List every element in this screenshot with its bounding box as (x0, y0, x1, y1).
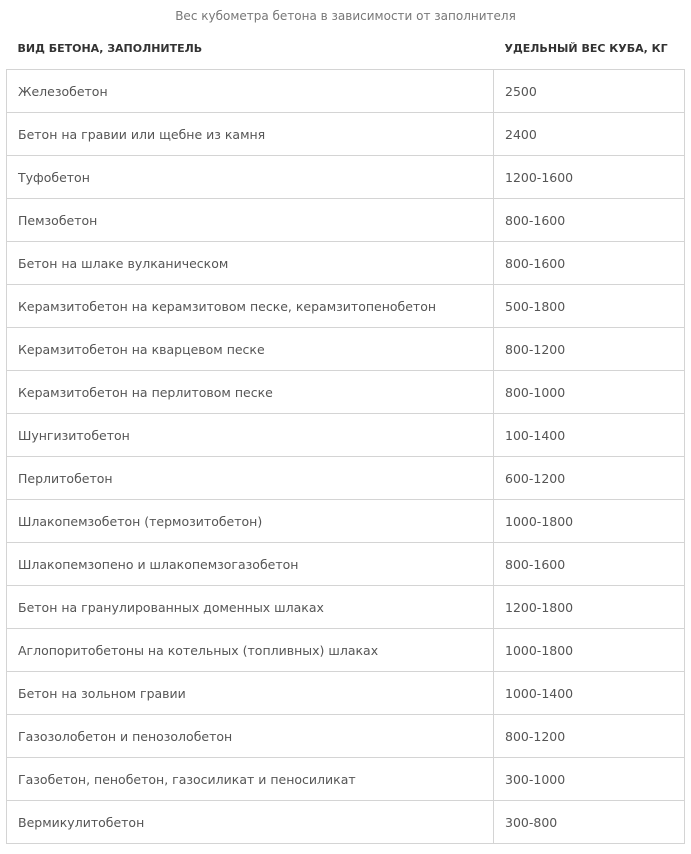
cell-unit-weight: 1200-1600 (494, 156, 685, 199)
cell-unit-weight: 2400 (494, 113, 685, 156)
table-row (7, 801, 685, 844)
cell-unit-weight: 1200-1800 (494, 586, 685, 629)
table-caption: Вес кубометра бетона в зависимости от заполнителя (175, 9, 516, 23)
cell-concrete-type: Вермикулитобетон (7, 801, 494, 844)
cell-unit-weight: 300-1000 (494, 758, 685, 801)
header-concrete-type: ВИД БЕТОНА, ЗАПОЛНИТЕЛЬ (7, 28, 494, 70)
cell-concrete-type: Бетон на гранулированных доменных шлаках (7, 586, 494, 629)
table-row (7, 586, 685, 629)
cell-unit-weight: 2500 (494, 70, 685, 113)
table-row (7, 457, 685, 500)
cell-concrete-type: Керамзитобетон на керамзитовом песке, керамзитопенобетон (7, 285, 494, 328)
cell-unit-weight: 1000-1800 (494, 500, 685, 543)
table-row (7, 371, 685, 414)
table-row (7, 285, 685, 328)
table-header-row (7, 28, 685, 70)
cell-unit-weight: 800-1200 (494, 715, 685, 758)
cell-unit-weight: 300-800 (494, 801, 685, 844)
table-row (7, 242, 685, 285)
cell-concrete-type: Бетон на шлаке вулканическом (7, 242, 494, 285)
cell-unit-weight: 800-1000 (494, 371, 685, 414)
cell-concrete-type: Туфобетон (7, 156, 494, 199)
cell-concrete-type: Аглопоритобетоны на котельных (топливных) шлаках (7, 629, 494, 672)
cell-concrete-type: Шунгизитобетон (7, 414, 494, 457)
table-row (7, 414, 685, 457)
cell-concrete-type: Шлакопемзопено и шлакопемзогазобетон (7, 543, 494, 586)
cell-unit-weight: 600-1200 (494, 457, 685, 500)
cell-unit-weight: 800-1200 (494, 328, 685, 371)
cell-concrete-type: Керамзитобетон на кварцевом песке (7, 328, 494, 371)
concrete-weight-table (6, 28, 685, 844)
cell-concrete-type: Перлитобетон (7, 457, 494, 500)
cell-unit-weight: 100-1400 (494, 414, 685, 457)
cell-concrete-type: Бетон на гравии или щебне из камня (7, 113, 494, 156)
table-row (7, 328, 685, 371)
table-row (7, 758, 685, 801)
cell-unit-weight: 800-1600 (494, 242, 685, 285)
cell-unit-weight: 800-1600 (494, 543, 685, 586)
cell-concrete-type: Газозолобетон и пенозолобетон (7, 715, 494, 758)
table-row (7, 199, 685, 242)
table-row (7, 629, 685, 672)
cell-unit-weight: 500-1800 (494, 285, 685, 328)
cell-unit-weight: 1000-1800 (494, 629, 685, 672)
table-row (7, 156, 685, 199)
table-row (7, 113, 685, 156)
cell-concrete-type: Керамзитобетон на перлитовом песке (7, 371, 494, 414)
cell-concrete-type: Железобетон (7, 70, 494, 113)
table-row (7, 70, 685, 113)
table-row (7, 500, 685, 543)
cell-unit-weight: 1000-1400 (494, 672, 685, 715)
table-row (7, 672, 685, 715)
table-body (7, 70, 685, 844)
table-row (7, 715, 685, 758)
cell-concrete-type: Бетон на зольном гравии (7, 672, 494, 715)
table-row (7, 543, 685, 586)
cell-unit-weight: 800-1600 (494, 199, 685, 242)
header-unit-weight: УДЕЛЬНЫЙ ВЕС КУБА, КГ (494, 28, 685, 70)
cell-concrete-type: Пемзобетон (7, 199, 494, 242)
cell-concrete-type: Шлакопемзобетон (термозитобетон) (7, 500, 494, 543)
cell-concrete-type: Газобетон, пенобетон, газосиликат и пеносиликат (7, 758, 494, 801)
